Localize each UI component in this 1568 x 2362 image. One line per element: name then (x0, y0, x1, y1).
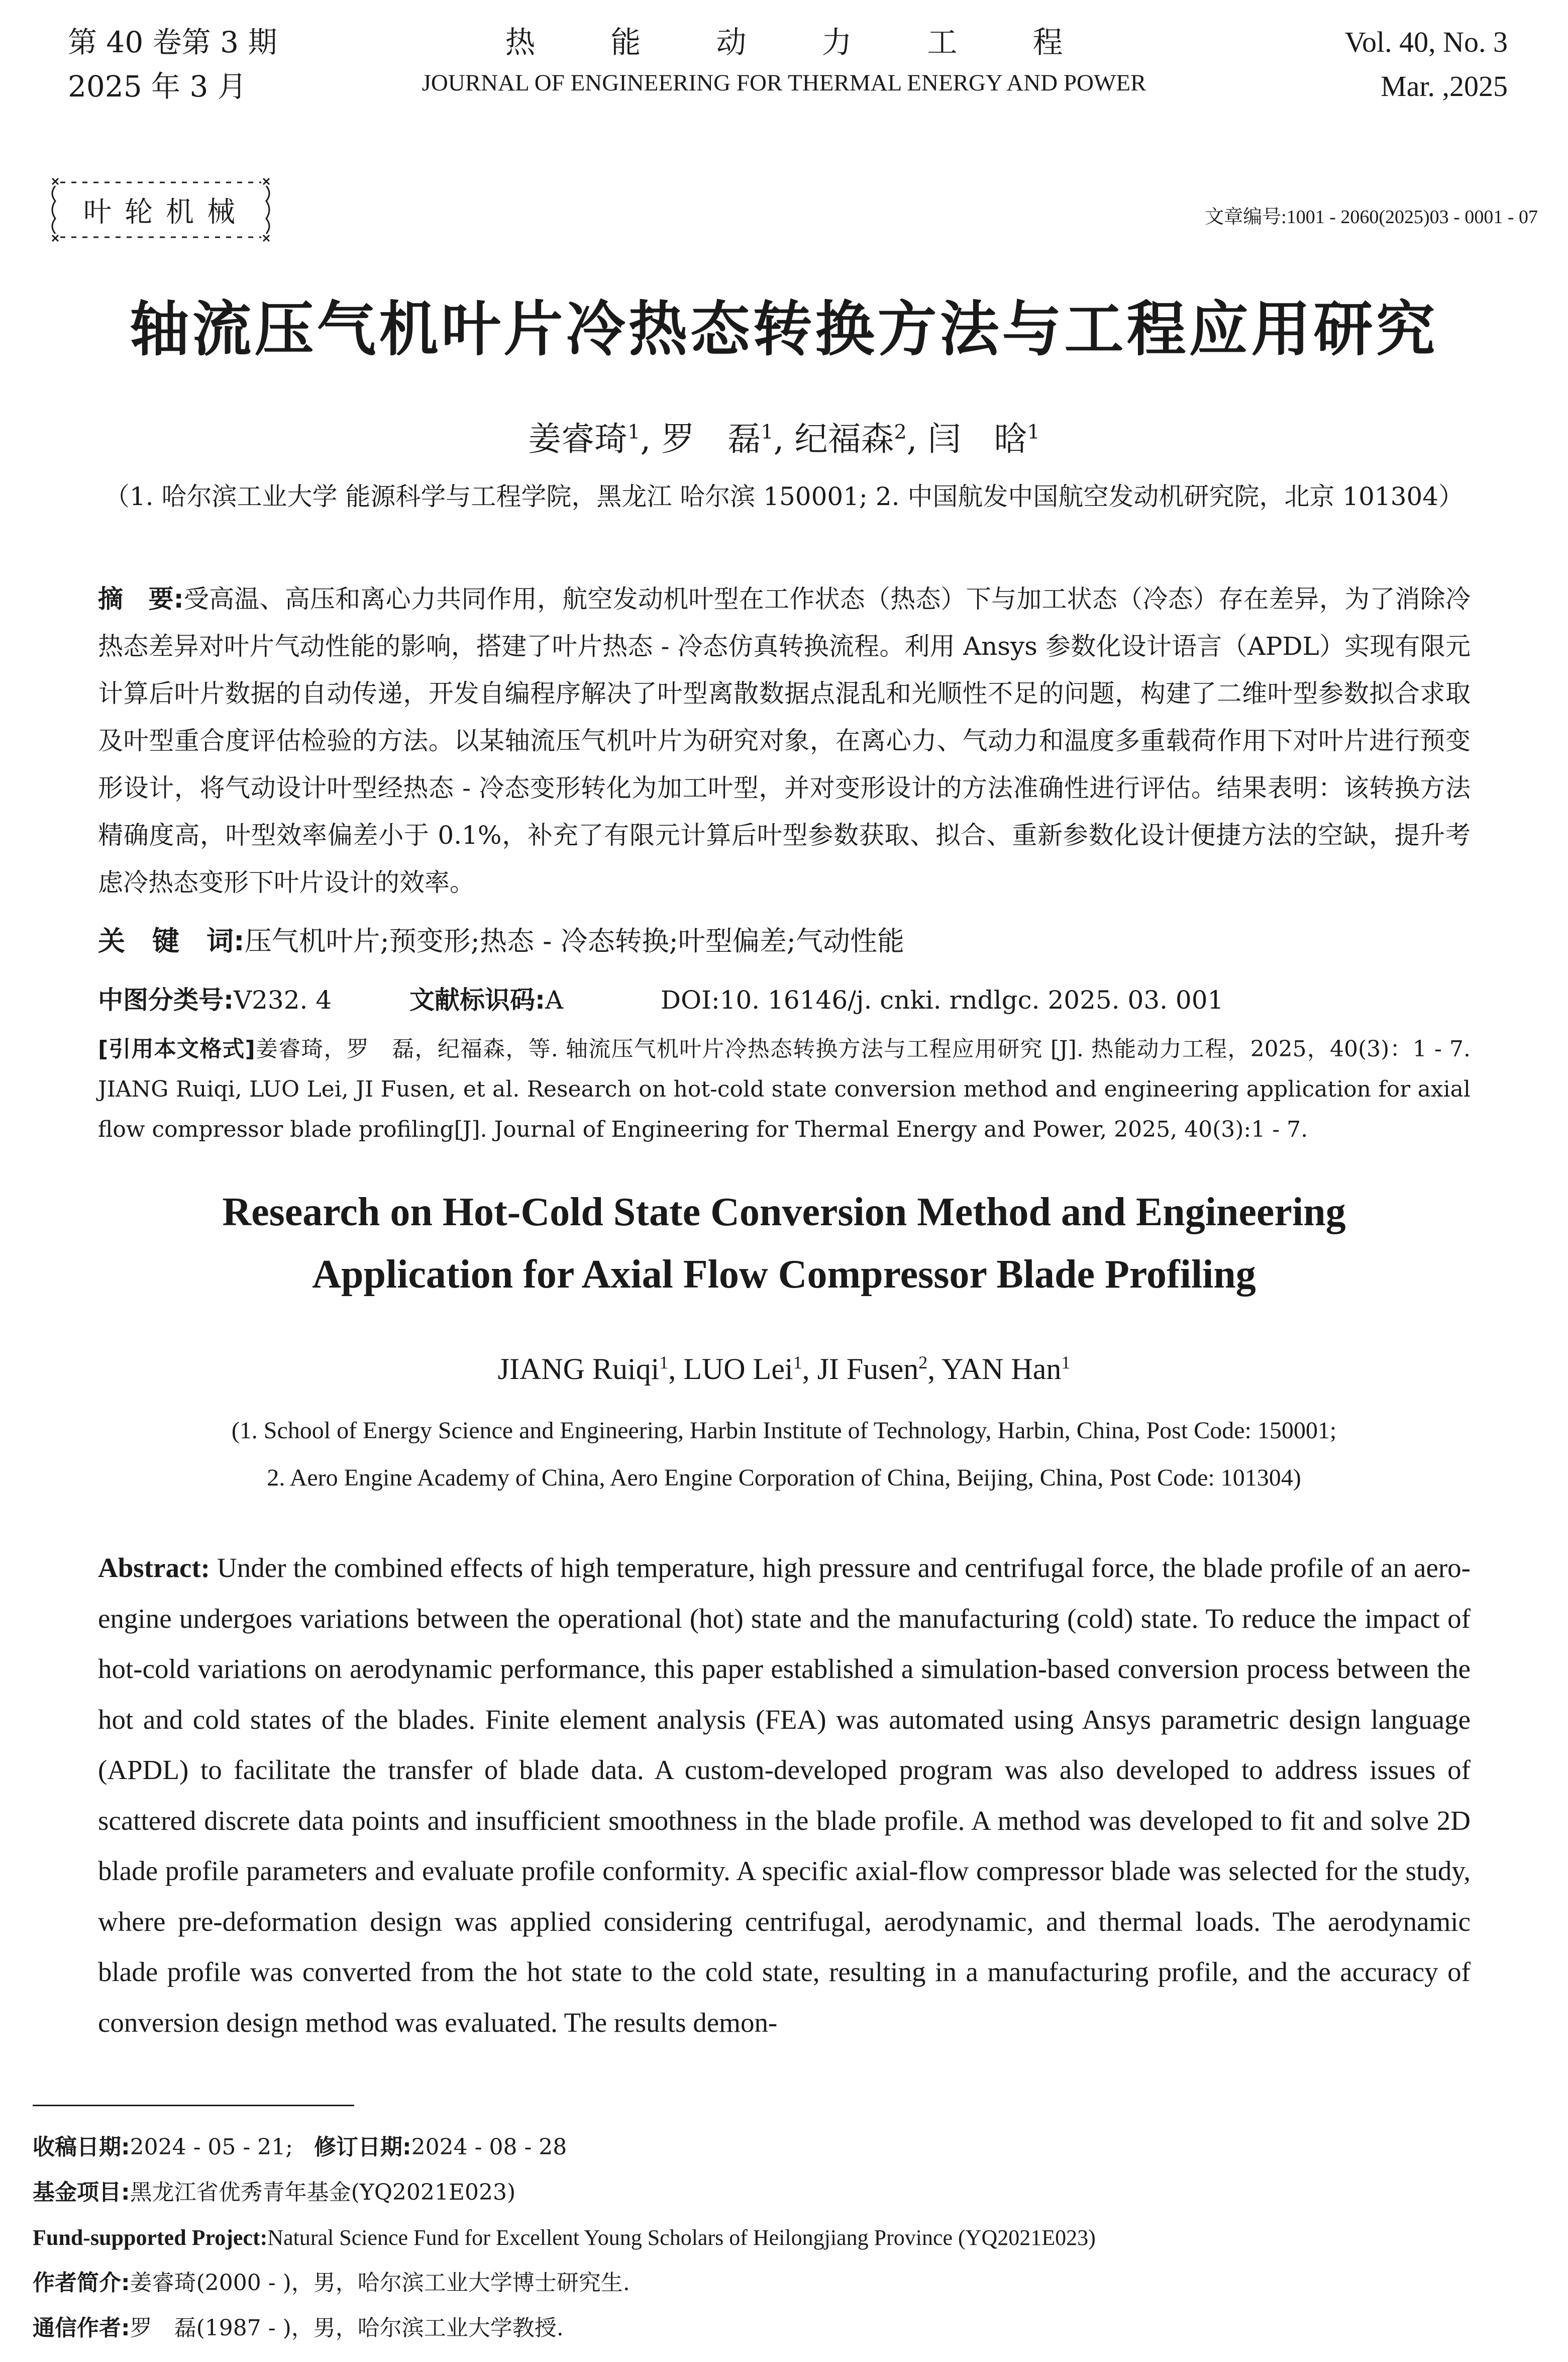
author-name: 闫 晗 (927, 420, 1027, 458)
fund-label: 基金项目: (33, 2180, 130, 2205)
authors-en: JIANG Ruiqi$^1$, LUO Lei$^1$, JI Fusen$^2$, YAN Han$^1$ (497, 1352, 1071, 1386)
column-tag: 叶轮机械 (83, 195, 248, 229)
corresponding-text: 罗 磊(1987 - )，男，哈尔滨工业大学教授. (130, 2315, 564, 2341)
clc-code: V232. 4 (234, 986, 332, 1015)
abstract-cn (98, 575, 1471, 906)
header-volume-cn: 第 40 卷第 3 期 (68, 25, 277, 59)
author-name: 罗 磊 (661, 420, 761, 458)
revised-label: 修订日期: (314, 2134, 411, 2160)
title-en-line: Research on Hot-Cold State Conversion Method and Engineering (222, 1190, 1346, 1234)
header-journal (352, 20, 1216, 101)
title-en-line: Application for Axial Flow Compressor Blade Profiling (312, 1252, 1256, 1297)
received-date: 2024 - 05 - 21; (130, 2134, 293, 2160)
abstract-en-label: Abstract: (98, 1552, 210, 1583)
citation-label: [引用本文格式] (98, 1036, 255, 1062)
keywords-cn (98, 920, 904, 958)
header-issue-en (1345, 20, 1508, 109)
affiliation-cn: （1. 哈尔滨工业大学 能源科学与工程学院，黑龙江 哈尔滨 150001; 2. 中国航发中国航空发动机研究院，北京 101304） (104, 482, 1464, 511)
affiliation-mark: 1 (1061, 1352, 1071, 1372)
citation-text: 姜睿琦，罗 磊，纪福森，等. 轴流压气机叶片冷热态转换方法与工程应用研究 [J]. 热能动力工程，2025，40(3)：1 - 7. JIANG Ruiqi, LUO Lei, JI Fusen, et al. Research on hot-cold state conversion method and engineering application for axial flow compressor blade profiling[J]. Journal of Engineering for Thermal Energy and Power, 2025, 40(3):1 - 7. (98, 1036, 1471, 1142)
fund-en-label: Fund-supported Project: (33, 2225, 268, 2250)
affiliation-mark: 1 (793, 1352, 802, 1372)
journal-name-cn: 热能动力工程 (505, 25, 1138, 60)
corresponding-label: 通信作者: (33, 2315, 130, 2341)
author-name: LUO Lei (683, 1352, 793, 1386)
article-number: 文章编号:1001 - 2060(2025)03 - 0001 - 07 (1205, 207, 1538, 228)
affiliation-en (0, 1407, 1568, 1502)
header-date-cn: 2025 年 3 月 (68, 69, 247, 104)
author-name: 纪福森 (794, 420, 894, 458)
affiliation-mark: 1 (1027, 421, 1040, 444)
footnotes (33, 2125, 1515, 2351)
affiliation-mark: 1 (628, 421, 641, 444)
footnote-divider (33, 2105, 354, 2106)
footnote-corresponding (33, 2306, 1515, 2351)
author-bio-text: 姜睿琦(2000 - )，男，哈尔滨工业大学博士研究生. (130, 2270, 630, 2296)
keywords-cn-text: 压气机叶片;预变形;热态 - 冷态转换;叶型偏差;气动性能 (244, 925, 904, 957)
doc-code-label: 文献标识码: (409, 986, 545, 1015)
revised-date: 2024 - 08 - 28 (411, 2134, 567, 2160)
author-name: JI Fusen (817, 1352, 919, 1386)
fund-text: 黑龙江省优秀青年基金(YQ2021E023) (130, 2180, 516, 2205)
affiliation-mark: 2 (918, 1352, 928, 1372)
fund-en-text: Natural Science Fund for Excellent Young Scholars of Heilongjiang Province (YQ2021E023) (267, 2225, 1096, 2250)
received-label: 收稿日期: (33, 2134, 130, 2160)
doi-value: 10. 16146/j. cnki. rndlgc. 2025. 03. 001 (719, 986, 1224, 1015)
citation-format (98, 1029, 1471, 1150)
doi-label: DOI: (661, 986, 720, 1015)
header-date-en: Mar. ,2025 (1381, 70, 1508, 103)
affiliation-en-line: (1. School of Energy Science and Engineering, Harbin Institute of Technology, Harbin, China, Post Code: 150001; (231, 1417, 1337, 1444)
author-bio-label: 作者简介: (33, 2270, 130, 2296)
footnote-author (33, 2260, 1515, 2306)
keywords-cn-label: 关 键 词: (98, 925, 245, 957)
header-volume-en: Vol. 40, No. 3 (1344, 26, 1508, 58)
doc-code: A (545, 986, 564, 1015)
classification-line (98, 980, 1471, 1016)
footnote-fund (33, 2170, 1515, 2215)
column-tag-box (45, 173, 276, 246)
abstract-cn-text: 受高温、高压和离心力共同作用，航空发动机叶型在工作状态（热态）下与加工状态（冷态）存在差异，为了消除冷热态差异对叶片气动性能的影响，搭建了叶片热态 - 冷态仿真转换流程。利用 Ansys 参数化设计语言（APDL）实现有限元计算后叶片数据的自动传递，开发自编程序解决了叶型离散数据点混乱和光顺性不足的问题，构建了二维叶型参数拟合求取及叶型重合度评估检验的方法。以某轴流压气机叶片为研究对象，在离心力、气动力和温度多重载荷作用下对叶片进行预变形设计，将气动设计叶型经热态 - 冷态变形转化为加工叶型，并对变形设计的方法准确性进行评估。结果表明：该转换方法精确度高，叶型效率偏差小于 0.1%，补充了有限元计算后叶型参数获取、拟合、重新参数化设计便捷方法的空缺，提升考虑冷热态变形下叶片设计的效率。 (98, 584, 1471, 897)
abstract-cn-label: 摘 要: (98, 584, 184, 614)
footnote-dates (33, 2125, 1515, 2170)
title-en (0, 1181, 1568, 1306)
title-cn: 轴流压气机叶片冷热态转换方法与工程应用研究 (130, 294, 1438, 364)
affiliation-mark: 2 (894, 421, 907, 444)
abstract-en-text: Under the combined effects of high temperature, high pressure and centrifugal force, the blade profile of an aero-engine undergoes variations between the operational (hot) state and the manufacturing (cold) state. To reduce the impact of hot-cold variations on aerodynamic performance, this paper established a simulation-based conversion process between the hot and cold states of the blades. Finite element analysis (FEA) was automated using Ansys parametric design language (APDL) to facilitate the transfer of blade data. A custom-developed program was also developed to address issues of scattered discrete data points and insufficient smoothness in the blade profile. A method was developed to fit and solve 2D blade profile parameters and evaluate profile conformity. A specific axial-flow compressor blade was selected for the study, where pre-deformation design was applied considering centrifugal, aerodynamic, and thermal loads. The aerodynamic blade profile was converted from the hot state to the cold state, resulting in a manufacturing profile, and the accuracy of conversion design method was evaluated. The results demon- (98, 1552, 1471, 2038)
footnote-fund-en (33, 2215, 1515, 2260)
affiliation-mark: 1 (761, 421, 774, 444)
affiliation-en-line: 2. Aero Engine Academy of China, Aero Engine Corporation of China, Beijing, China, Post Code: 101304) (267, 1464, 1301, 1491)
abstract-en (98, 1543, 1471, 2048)
author-name: YAN Han (942, 1352, 1062, 1386)
header-issue-cn (68, 20, 277, 109)
author-name: JIANG Ruiqi (497, 1352, 660, 1386)
authors-cn: 姜睿琦$^1$, 罗 磊$^1$, 纪福森$^2$, 闫 晗$^1$ (528, 420, 1040, 458)
clc-label: 中图分类号: (98, 986, 234, 1015)
affiliation-mark: 1 (659, 1352, 669, 1372)
author-name: 姜睿琦 (528, 420, 628, 458)
journal-name-en: JOURNAL OF ENGINEERING FOR THERMAL ENERGY AND POWER (422, 70, 1146, 96)
